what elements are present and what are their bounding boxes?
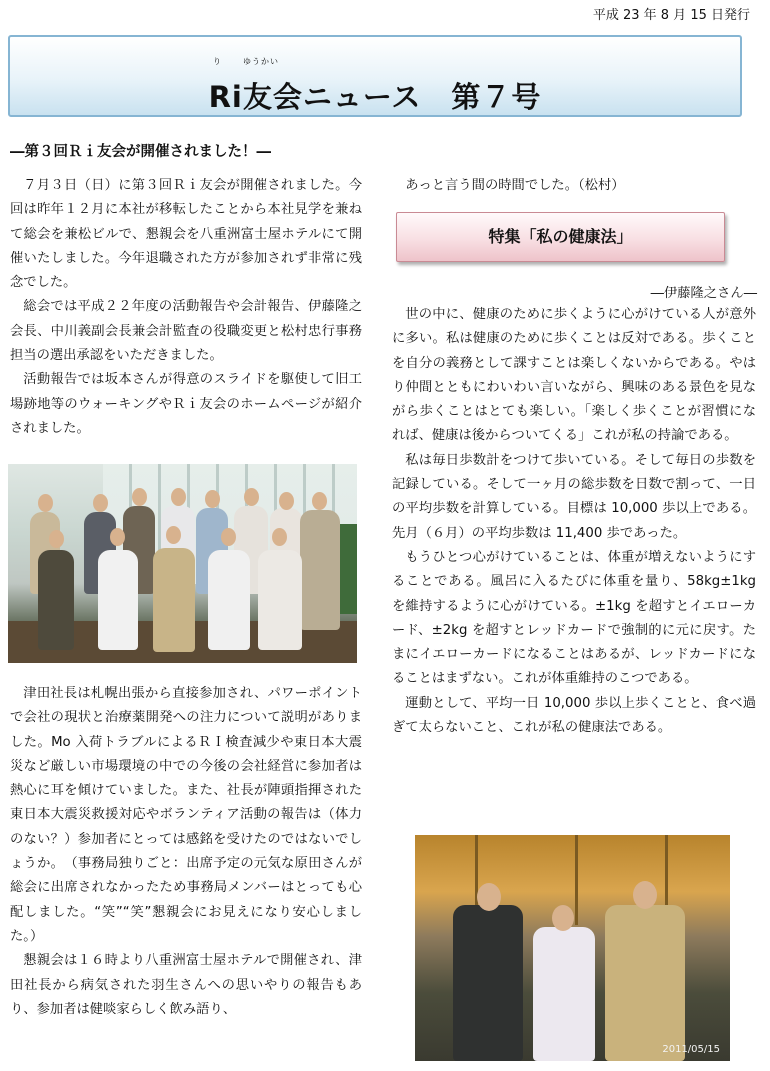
- left-paragraph: 懇親会は１６時より八重洲富士屋ホテルで開催され、津田社長から病気された羽生さんへの思いやりの報告もあり、参加者は健啖家らしく飲み語り、: [10, 953, 362, 1017]
- person-head: [110, 528, 125, 546]
- person-head: [205, 490, 220, 508]
- feature-title-box: 特集「私の健康法」: [396, 212, 725, 262]
- person-figure: [98, 550, 138, 650]
- person-figure: [258, 550, 302, 650]
- right-continuation: あっと言う間の時間でした。（松村）: [405, 178, 625, 193]
- left-paragraph: 総会では平成２２年度の活動報告や会計報告、伊藤隆之会長、中川義副会長兼会計監査の役職変更と松村忠行事務担当の選出承認をいただきました。: [10, 299, 362, 364]
- person-head: [49, 530, 64, 548]
- person-figure: [453, 905, 523, 1061]
- left-column-bottom: [10, 682, 362, 1022]
- issue-date: 平成 23 年 8 月 15 日発行: [592, 8, 750, 23]
- person-head: [166, 526, 181, 544]
- right-paragraph: 運動として、平均一日 10,000 歩以上歩くことと、食べ過ぎて太らないこと、これが私の健康法である。: [392, 695, 756, 736]
- person-head: [477, 883, 501, 911]
- person-figure: [38, 550, 74, 650]
- left-paragraph: 津田社長は札幌出張から直接参加され、パワーポイントで会社の現状と治療薬開発への注力について説明がありました。Mo 入荷トラブルによるＲＩ検査減少や東日本大震災など厳しい市場環境の中での今後の会社経営に参加者は熱心に耳を傾けていました。また、社長が陣頭指揮された東日本大震災救援対応やボランティア活動の報告は（体力のない？）参加者にとっては感銘を受けたのではないでしょうか。 （事務局独りごと：出席予定の元気な原田さんが総会に出席されなかったため事務局メンバーはとっても心配しました。“笑”“笑”懇親会にお見えになり安心しました。）: [10, 686, 362, 944]
- person-figure: [208, 550, 250, 650]
- right-paragraph: 世の中に、健康のために歩くように心がけている人が意外に多い。私は健康のために歩くことは反対である。歩くことを自分の義務として課すことは楽しくないからである。やはり仲間とともにわいわい言いながら、興味のある景色を見ながら歩くことはとても楽しい。「楽しく歩くことが習慣になれば、健康は後からついてくる」これが私の持論である。: [392, 307, 756, 444]
- tent-pole: [575, 835, 578, 925]
- person-head: [552, 905, 574, 931]
- left-paragraph: 活動報告では坂本さんが得意のスライドを駆使して旧工場跡地等のウォーキングやＲｉ友会のホームページが紹介されました。: [10, 372, 362, 436]
- person-figure: [605, 905, 685, 1061]
- group-photo: [8, 464, 357, 663]
- left-paragraph: ７月３日（日）に第３回Ｒｉ友会が開催されました。今回は昨年１２月に本社が移転したことから本社見学を兼ねて総会を兼松ビルで、懇親会を八重洲富士屋ホテルにて開催いたしました。今年退職された方が参加されず非常に残念でした。: [10, 178, 362, 291]
- right-paragraph: 私は毎日歩数計をつけて歩いている。そして毎日の歩数を記録している。そして一ヶ月の総歩数を日数で割って、一日の平均歩数を計算している。目標は 10,000 歩以上である。先月（６月）の平均歩数は 11,400 歩であった。: [392, 452, 756, 541]
- right-paragraph: もうひとつ心がけていることは、体重が増えないようにすることである。風呂に入るたびに体重を量り、58kg±1kg を維持するように心がけている。±1kg を超すとイエローカード、±2kg を超すとレッドカードで強制的に元に戻す。たまにイエローカードになることはあるが、レッドカードになることはまずない。これが体重維持のこつである。: [392, 549, 756, 687]
- person-head: [312, 492, 327, 510]
- photo-date-stamp: 2011/05/15: [662, 1044, 720, 1055]
- left-column-top: [10, 174, 362, 441]
- person-head: [221, 528, 236, 546]
- person-figure: [533, 927, 595, 1061]
- person-figure: [300, 510, 340, 630]
- person-head: [93, 494, 108, 512]
- title-ruby-yuukai: ゆうかい: [243, 57, 279, 66]
- newsletter-title: Ri友会ニュース 第７号: [208, 80, 542, 114]
- feature-author: ―伊藤隆之さん―: [650, 286, 757, 301]
- person-head: [272, 528, 287, 546]
- person-head: [132, 488, 147, 506]
- person-head: [38, 494, 53, 512]
- person-head: [244, 488, 259, 506]
- person-head: [279, 492, 294, 510]
- person-head: [633, 881, 657, 909]
- newsletter-banner: [8, 35, 742, 117]
- person-figure: [153, 548, 195, 652]
- person-head: [171, 488, 186, 506]
- walking-photo: [415, 835, 730, 1061]
- right-column-top: [392, 174, 756, 198]
- right-column-body: [392, 303, 756, 740]
- title-ruby-ri: り: [213, 57, 222, 66]
- article-heading: ―第３回Ｒｉ友会が開催されました！―: [10, 144, 271, 160]
